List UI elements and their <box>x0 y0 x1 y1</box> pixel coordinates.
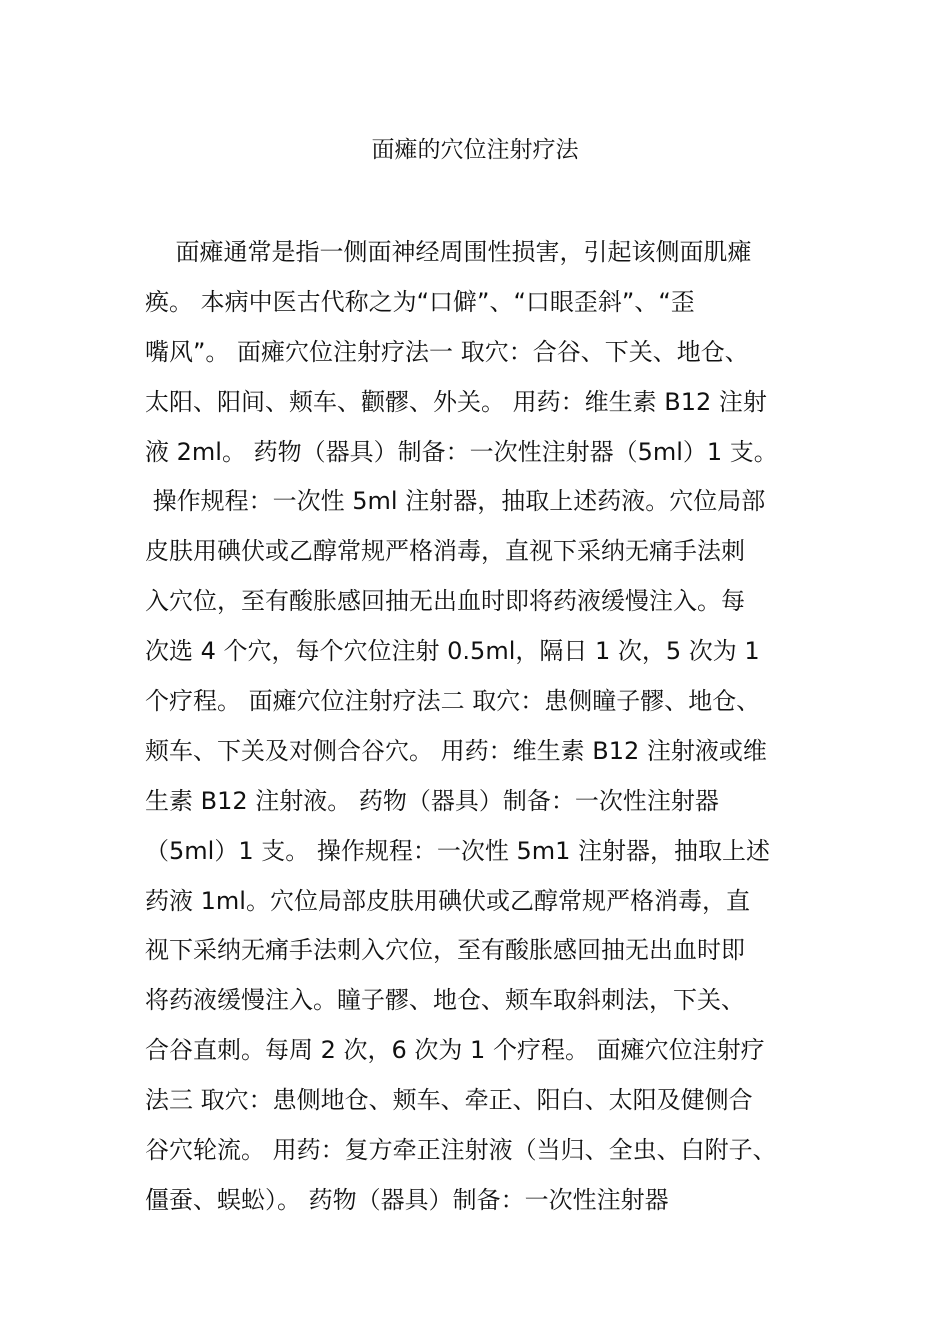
body-text-line: （5ml）1 支。 操作规程：一次性 5m1 注射器，抽取上述 <box>145 836 771 865</box>
body-text-line: 入穴位，至有酸胀感回抽无出血时即将药液缓慢注入。每 <box>145 587 745 616</box>
body-text-line: 面瘫通常是指一侧面神经周围性损害，引起该侧面肌瘫 <box>145 238 752 266</box>
body-text-line: 僵蚕、蜈蚣）。 药物（器具）制备：一次性注射器 <box>145 1185 669 1214</box>
body-text-line: 皮肤用碘伏或乙醇常规严格消毒，直视下采纳无痛手法刺 <box>145 537 745 566</box>
body-text-line: 太阳、阳间、颊车、颧髎、外关。 用药：维生素 B12 注射 <box>145 387 767 416</box>
body-text-line: 谷穴轮流。 用药：复方牵正注射液（当归、全虫、白附子、 <box>145 1136 777 1165</box>
body-text-line: 将药液缓慢注入。瞳子髎、地仓、颊车取斜刺法，下关、 <box>145 986 745 1015</box>
body-text-line: 痪。 本病中医古代称之为“口僻”、“口眼歪斜”、“歪 <box>145 287 695 316</box>
body-text-line: 法三 取穴：患侧地仓、颊车、牵正、阳白、太阳及健侧合 <box>145 1086 753 1115</box>
body-text-line: 个疗程。 面瘫穴位注射疗法二 取穴：患侧瞳子髎、地仓、 <box>145 687 761 716</box>
body-text-line: 视下采纳无痛手法刺入穴位，至有酸胀感回抽无出血时即 <box>145 936 745 965</box>
body-text-line: 操作规程：一次性 5ml 注射器，抽取上述药液。穴位局部 <box>145 487 766 516</box>
document-title: 面瘫的穴位注射疗法 <box>371 137 579 163</box>
document-body <box>145 228 810 1226</box>
body-text-line: 次选 4 个穴，每个穴位注射 0.5ml，隔日 1 次，5 次为 1 <box>145 637 760 666</box>
body-text-line: 嘴风”。 面瘫穴位注射疗法一 取穴：合谷、下关、地仓、 <box>145 337 749 366</box>
body-text-line: 药液 1ml。穴位局部皮肤用碘伏或乙醇常规严格消毒，直 <box>145 886 750 915</box>
body-text-line: 合谷直刺。每周 2 次，6 次为 1 个疗程。 面瘫穴位注射疗 <box>145 1036 765 1065</box>
body-text-line: 液 2ml。 药物（器具）制备：一次性注射器（5ml）1 支。 <box>145 437 778 466</box>
body-text-line: 颊车、下关及对侧合谷穴。 用药：维生素 B12 注射液或维 <box>145 736 767 765</box>
body-text-line: 生素 B12 注射液。 药物（器具）制备：一次性注射器 <box>145 786 719 815</box>
